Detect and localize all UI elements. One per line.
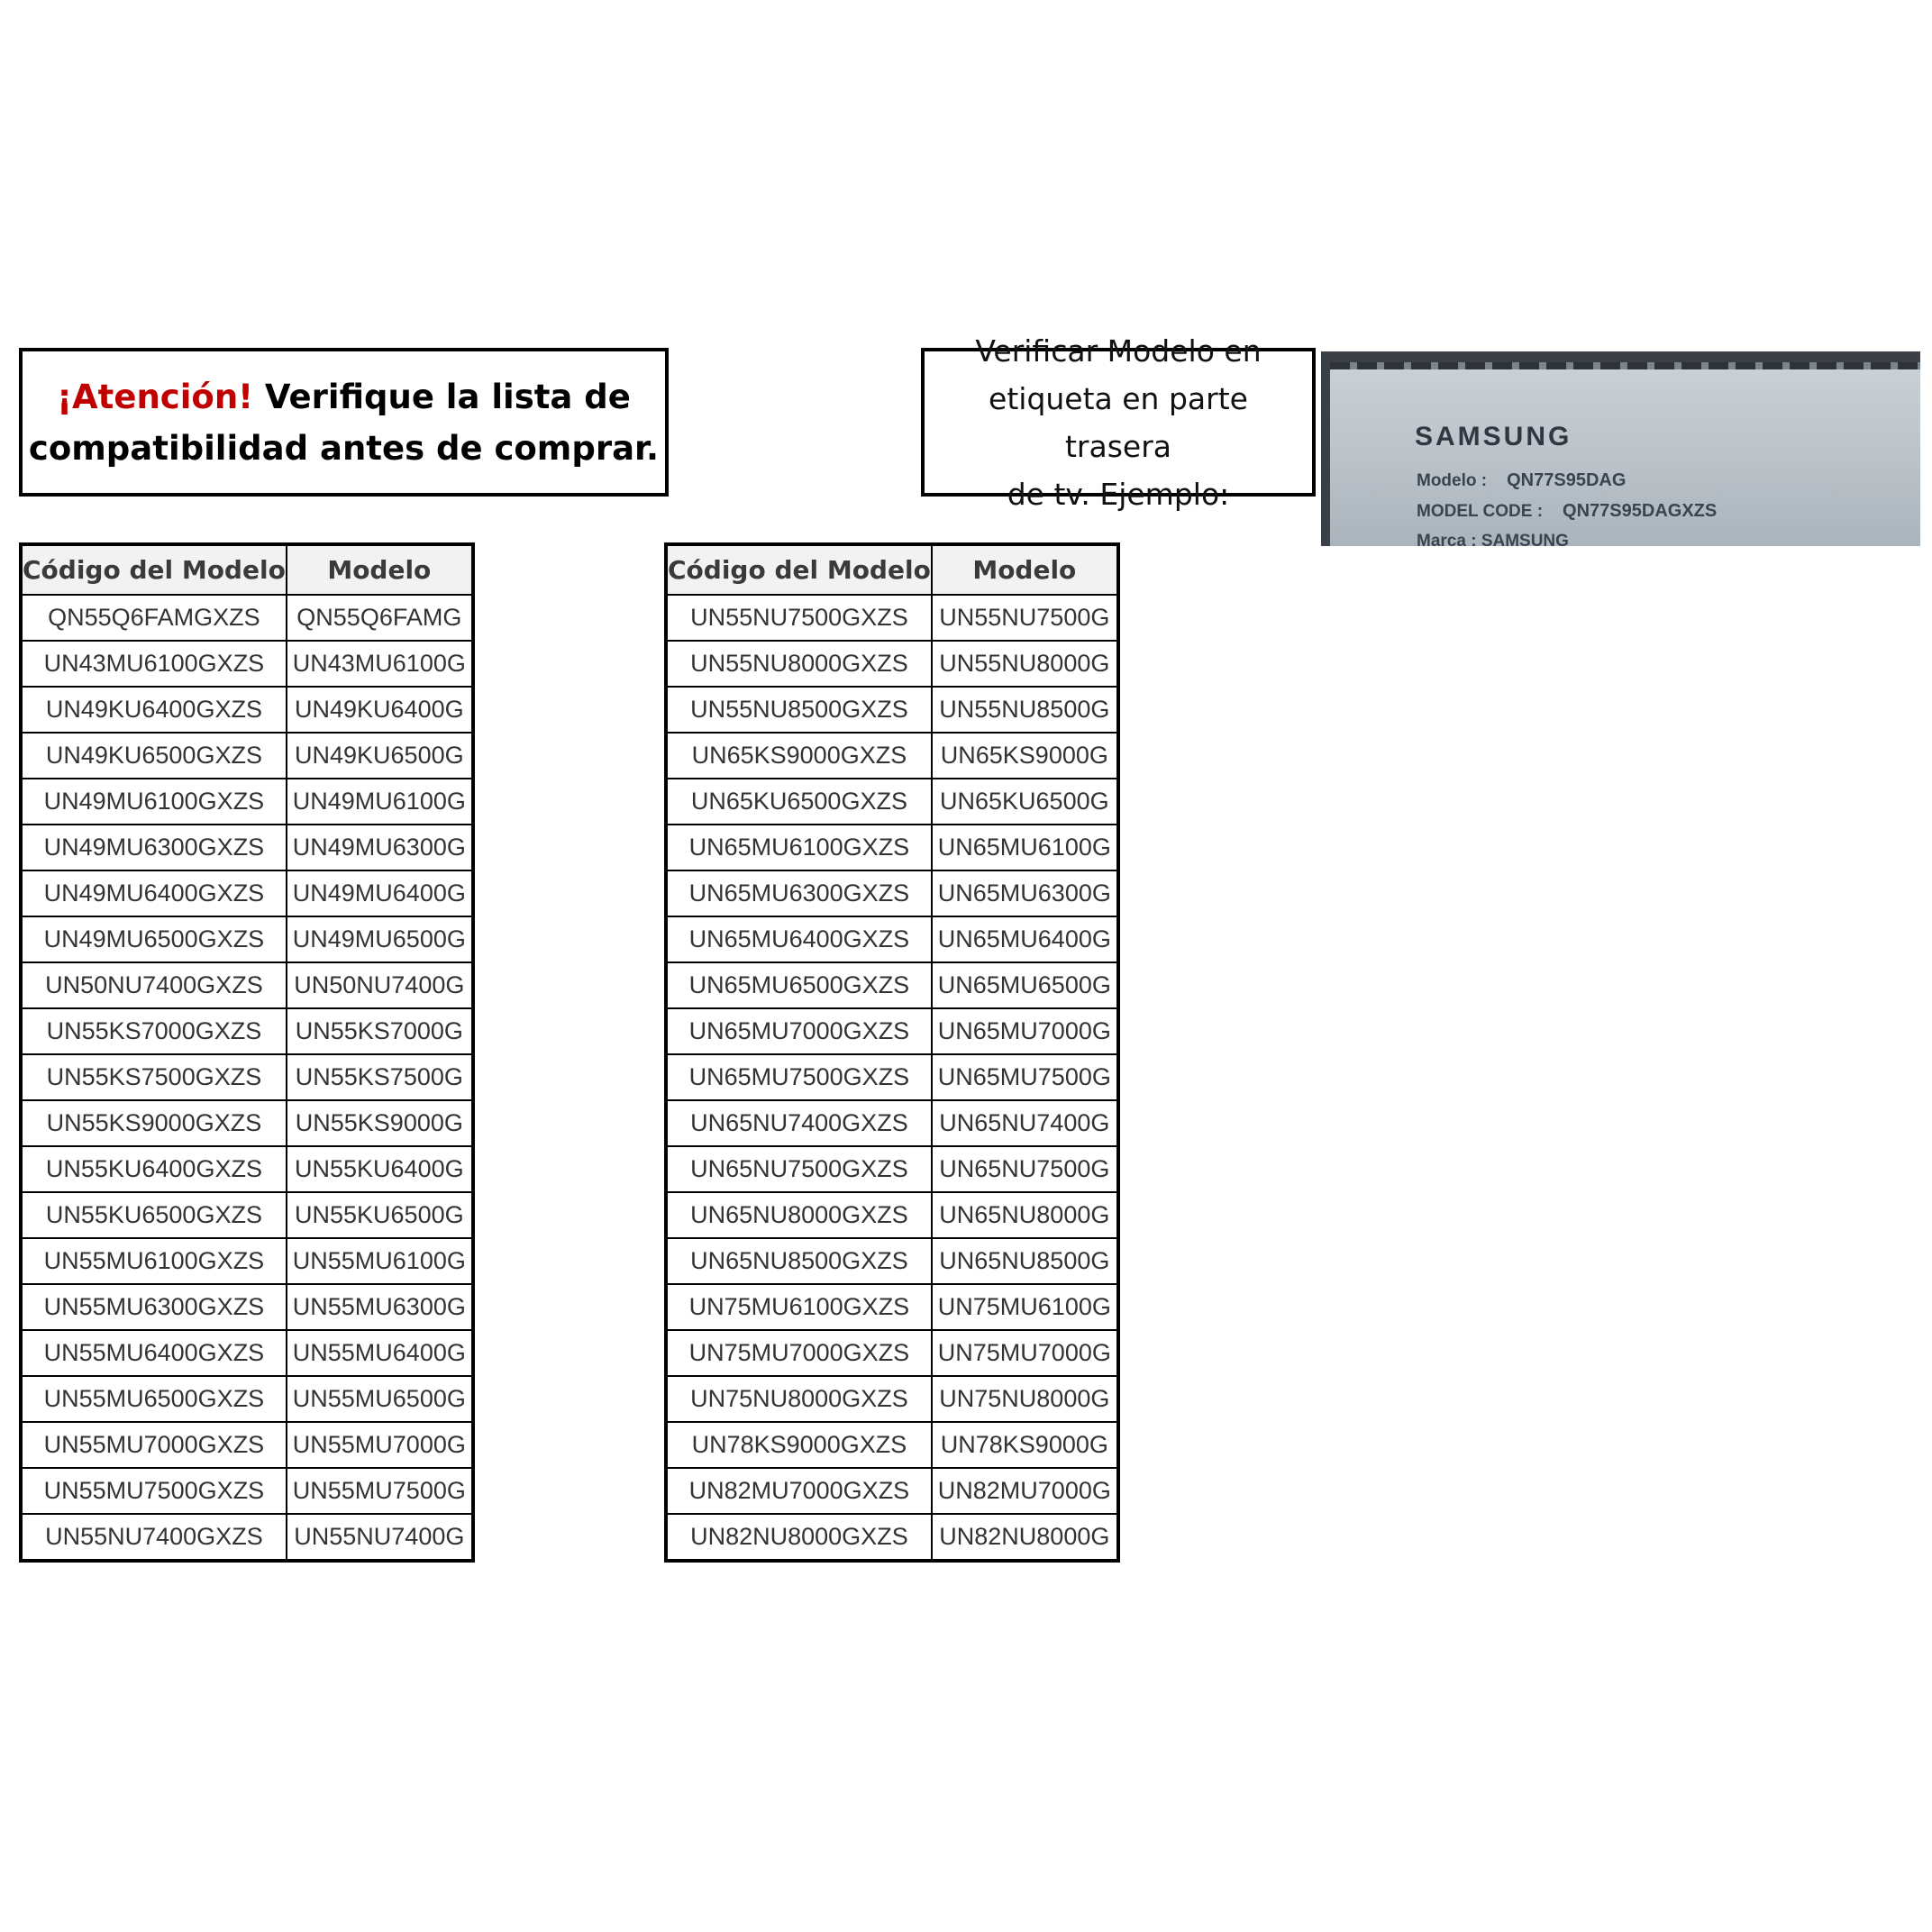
table-row [666,1376,1118,1422]
column-header-model: Modelo [287,544,473,595]
model-code-cell: UN82MU7000GXZS [666,1468,932,1514]
model-cell: UN55KS7000G [287,1008,473,1054]
table-row [21,1192,473,1238]
model-code-cell: UN55NU7400GXZS [21,1514,287,1561]
warning-line1: Verifique la lista de [253,377,631,416]
model-code-cell: UN55KU6400GXZS [21,1146,287,1192]
model-code-cell: UN49KU6400GXZS [21,687,287,733]
model-cell: UN65MU6500G [932,962,1118,1008]
model-cell: UN55NU8500G [932,687,1118,733]
model-code-cell: UN55MU6400GXZS [21,1330,287,1376]
column-header-model: Modelo [932,544,1118,595]
model-code-cell: UN78KS9000GXZS [666,1422,932,1468]
model-code-cell: UN49MU6300GXZS [21,825,287,870]
model-cell: UN82MU7000G [932,1468,1118,1514]
model-code-cell: UN49MU6100GXZS [21,779,287,825]
table-row [21,1100,473,1146]
table-row [21,733,473,779]
table-header-row [21,544,473,595]
table-row [666,1468,1118,1514]
model-cell: UN65NU7400G [932,1100,1118,1146]
warning-text [29,371,659,474]
label-model-label: Modelo : [1417,471,1488,490]
model-cell: UN65MU6100G [932,825,1118,870]
model-cell: UN55MU7500G [287,1468,473,1514]
table-row [21,1008,473,1054]
model-code-cell: UN65MU6100GXZS [666,825,932,870]
model-code-cell: UN55NU8000GXZS [666,641,932,687]
model-cell: UN78KS9000G [932,1422,1118,1468]
model-code-cell: UN82NU8000GXZS [666,1514,932,1561]
label-plate [1330,362,1920,546]
model-code-cell: UN65MU7500GXZS [666,1054,932,1100]
table-row [21,1146,473,1192]
model-code-cell: UN49MU6400GXZS [21,870,287,916]
model-cell: UN55NU7400G [287,1514,473,1561]
model-cell: UN43MU6100G [287,641,473,687]
table-row [21,1330,473,1376]
label-brand: SAMSUNG [1415,422,1572,451]
table-row [666,1422,1118,1468]
table-body [666,595,1118,1561]
label-marca-label: Marca : [1417,532,1477,546]
model-code-cell: UN55KS7000GXZS [21,1008,287,1054]
table-row [21,1054,473,1100]
table-row [21,1376,473,1422]
verify-line1: Verificar Modelo en [975,333,1262,369]
model-cell: UN55NU7500G [932,595,1118,641]
model-cell: UN65MU7000G [932,1008,1118,1054]
label-marca-line [1417,532,1569,546]
table-row [21,1514,473,1561]
compatibility-table-right [664,542,1120,1563]
model-cell: UN55MU6500G [287,1376,473,1422]
column-header-model-code: Código del Modelo [21,544,287,595]
model-code-cell: UN55MU7500GXZS [21,1468,287,1514]
verify-model-note [921,333,1316,512]
model-code-cell: UN55MU6300GXZS [21,1284,287,1330]
model-cell: UN55KS7500G [287,1054,473,1100]
table-row [21,1422,473,1468]
model-code-cell: UN55MU6500GXZS [21,1376,287,1422]
model-cell: UN49KU6500G [287,733,473,779]
table-row [666,1330,1118,1376]
model-cell: UN55MU6100G [287,1238,473,1284]
model-code-cell: UN65NU8000GXZS [666,1192,932,1238]
model-code-cell: UN55KS7500GXZS [21,1054,287,1100]
model-code-cell: UN55KS9000GXZS [21,1100,287,1146]
model-code-cell: UN55NU8500GXZS [666,687,932,733]
table-row [666,1238,1118,1284]
model-code-cell: UN65MU6500GXZS [666,962,932,1008]
label-model-value: QN77S95DAG [1507,470,1627,490]
model-cell: UN49MU6100G [287,779,473,825]
model-code-cell: UN55MU7000GXZS [21,1422,287,1468]
table-row [666,825,1118,870]
table-row [21,825,473,870]
table-row [666,733,1118,779]
column-header-model-code: Código del Modelo [666,544,932,595]
model-code-cell: UN65KS9000GXZS [666,733,932,779]
table-row [666,641,1118,687]
table-row [666,595,1118,641]
model-cell: UN65NU8500G [932,1238,1118,1284]
model-cell: UN65NU7500G [932,1146,1118,1192]
table-row [666,1008,1118,1054]
model-cell: UN65NU8000G [932,1192,1118,1238]
table-row [666,779,1118,825]
model-cell: UN75NU8000G [932,1376,1118,1422]
model-cell: UN65MU6400G [932,916,1118,962]
model-code-cell: UN49KU6500GXZS [21,733,287,779]
table-row [21,641,473,687]
table-row [21,595,473,641]
model-cell: UN55MU7000G [287,1422,473,1468]
table-row [666,1054,1118,1100]
table-body [21,595,473,1561]
model-code-cell: UN55NU7500GXZS [666,595,932,641]
model-code-cell: QN55Q6FAMGXZS [21,595,287,641]
model-code-cell: UN75MU7000GXZS [666,1330,932,1376]
label-model-line [1417,470,1626,491]
compatibility-table-left [19,542,475,1563]
model-code-cell: UN75NU8000GXZS [666,1376,932,1422]
table-row [666,1514,1118,1561]
model-cell: UN55MU6300G [287,1284,473,1330]
model-code-cell: UN65NU7500GXZS [666,1146,932,1192]
model-cell: UN65KU6500G [932,779,1118,825]
model-code-cell: UN65MU7000GXZS [666,1008,932,1054]
model-cell: QN55Q6FAMG [287,595,473,641]
table-row [21,916,473,962]
model-cell: UN50NU7400G [287,962,473,1008]
model-code-cell: UN55MU6100GXZS [21,1238,287,1284]
model-code-cell: UN65NU8500GXZS [666,1238,932,1284]
table-row [666,1100,1118,1146]
warning-emphasis: ¡Atención! [57,377,254,416]
model-cell: UN55MU6400G [287,1330,473,1376]
table-row [21,1238,473,1284]
model-code-cell: UN55KU6500GXZS [21,1192,287,1238]
compatibility-warning-box [19,348,669,497]
table-row [21,1284,473,1330]
label-code-label: MODEL CODE : [1417,502,1544,521]
table-row [666,870,1118,916]
model-cell: UN49MU6400G [287,870,473,916]
table-row [21,779,473,825]
model-code-cell: UN65NU7400GXZS [666,1100,932,1146]
table-row [21,687,473,733]
model-cell: UN65KS9000G [932,733,1118,779]
model-cell: UN75MU7000G [932,1330,1118,1376]
model-code-cell: UN65MU6400GXZS [666,916,932,962]
model-cell: UN65MU7500G [932,1054,1118,1100]
warning-line2: compatibilidad antes de comprar. [28,428,660,468]
table-row [21,870,473,916]
verify-text [935,327,1301,518]
table-row [666,1284,1118,1330]
table-row [666,1146,1118,1192]
label-code-line [1417,501,1717,522]
tv-label-example-photo [1321,351,1920,546]
model-cell: UN55NU8000G [932,641,1118,687]
table-row [21,962,473,1008]
table-row [666,1192,1118,1238]
model-code-cell: UN50NU7400GXZS [21,962,287,1008]
model-cell: UN55KU6500G [287,1192,473,1238]
model-cell: UN75MU6100G [932,1284,1118,1330]
table-header-row [666,544,1118,595]
label-code-value: QN77S95DAGXZS [1563,501,1718,521]
model-cell: UN49KU6400G [287,687,473,733]
table-row [21,1468,473,1514]
model-cell: UN65MU6300G [932,870,1118,916]
table-row [666,962,1118,1008]
model-code-cell: UN75MU6100GXZS [666,1284,932,1330]
model-code-cell: UN65KU6500GXZS [666,779,932,825]
model-cell: UN55KS9000G [287,1100,473,1146]
model-code-cell: UN49MU6500GXZS [21,916,287,962]
model-code-cell: UN43MU6100GXZS [21,641,287,687]
table-row [666,687,1118,733]
verify-line2: etiqueta en parte trasera [989,380,1248,464]
model-cell: UN49MU6300G [287,825,473,870]
verify-line3: de tv. Ejemplo: [1007,476,1230,512]
label-marca-value: SAMSUNG [1481,532,1569,546]
table-row [666,916,1118,962]
model-cell: UN49MU6500G [287,916,473,962]
model-cell: UN55KU6400G [287,1146,473,1192]
model-code-cell: UN65MU6300GXZS [666,870,932,916]
model-cell: UN82NU8000G [932,1514,1118,1561]
